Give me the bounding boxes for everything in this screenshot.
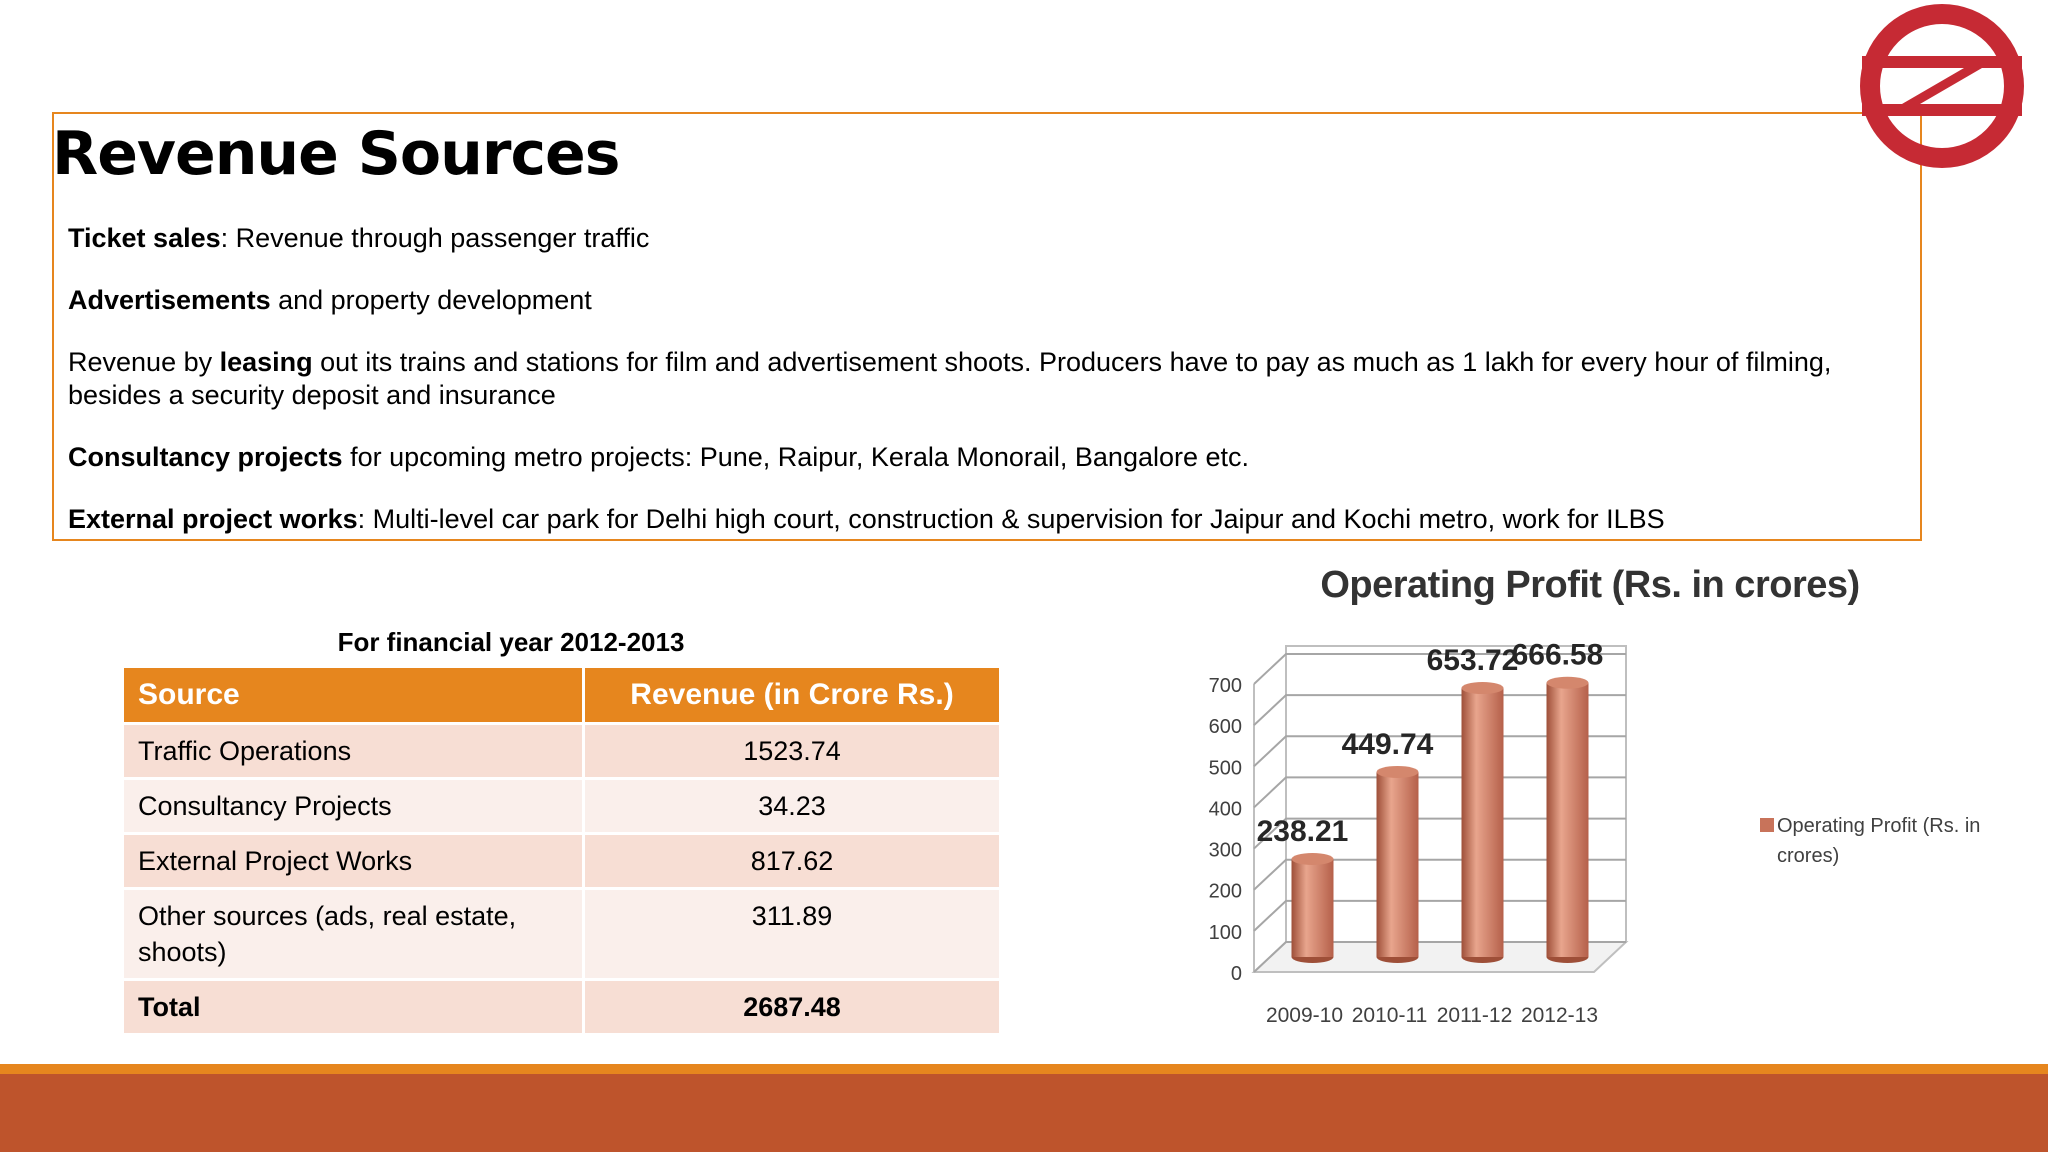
y-tick-label: 100 [1208, 921, 1242, 944]
cell-revenue: 1523.74 [584, 724, 1000, 779]
bullet-text: Revenue by [68, 347, 220, 377]
cell-total-value: 2687.48 [584, 980, 1000, 1034]
table-row [124, 779, 999, 834]
x-tick-label: 2011-12 [1436, 1004, 1513, 1027]
bullet-external-works [68, 503, 1868, 536]
bar [1292, 859, 1334, 957]
y-tick-label: 400 [1208, 798, 1242, 821]
header-revenue: Revenue (in Crore Rs.) [584, 668, 1000, 724]
page-title: Revenue Sources [52, 119, 620, 189]
y-tick-label: 700 [1208, 675, 1242, 697]
revenue-table [124, 668, 999, 1033]
table-caption: For financial year 2012-2013 [337, 627, 685, 657]
cell-source: Traffic Operations [124, 724, 584, 779]
cell-source: Consultancy Projects [124, 779, 584, 834]
chart-title: Operating Profit (Rs. in crores) [1320, 564, 1860, 606]
bullet-text: : Multi-level car park for Delhi high court, construction & supervision for Jaipur and Kochi metro, work for ILBS [357, 504, 1665, 534]
bullet-bold: leasing [219, 347, 313, 377]
y-tick-label: 200 [1208, 880, 1242, 903]
bar [1547, 683, 1589, 957]
bullet-ticket-sales [68, 222, 1868, 255]
data-label: 449.74 [1341, 727, 1434, 761]
cell-revenue: 34.23 [584, 779, 1000, 834]
metro-logo-icon [1856, 0, 2028, 172]
table-total-row [124, 980, 999, 1034]
legend-label: Operating Profit (Rs. in crores) [1777, 815, 1981, 867]
footer-bar [0, 1074, 2048, 1152]
data-label: 653.72 [1426, 644, 1519, 678]
bar [1462, 688, 1504, 957]
header-source: Source [124, 668, 584, 724]
x-tick-label: 2009-10 [1265, 1004, 1344, 1027]
bar-top [1462, 682, 1504, 694]
y-tick-label: 0 [1230, 963, 1242, 985]
data-label: 238.21 [1256, 814, 1349, 848]
bullet-bold: Consultancy projects [68, 442, 343, 472]
x-tick-label: 2012-13 [1520, 1004, 1599, 1027]
bullet-text: for upcoming metro projects: Pune, Raipur, Kerala Monorail, Bangalore etc. [342, 442, 1250, 472]
cell-total-label: Total [124, 980, 584, 1034]
table-row [124, 889, 999, 980]
bullet-text: : Revenue through passenger traffic [220, 223, 650, 253]
cell-source: External Project Works [124, 834, 584, 889]
bullet-text: besides a security deposit and insurance [68, 380, 556, 410]
bullet-bold: Ticket sales [68, 223, 221, 253]
operating-profit-chart [1180, 620, 2000, 1040]
cell-source: Other sources (ads, real estate, shoots) [124, 889, 584, 980]
y-tick-label: 300 [1208, 839, 1242, 862]
table-header-row [124, 668, 999, 724]
y-tick-label: 500 [1208, 757, 1242, 780]
x-tick-label: 2010-11 [1351, 1004, 1428, 1027]
bullet-advertisements [68, 284, 1868, 317]
bar-top [1547, 677, 1589, 689]
bar-top [1377, 766, 1419, 778]
bullet-leasing [68, 346, 1868, 412]
bar [1377, 772, 1419, 957]
bullet-consultancy [68, 441, 1868, 474]
bullet-bold: Advertisements [68, 285, 271, 315]
bullet-text: and property development [270, 285, 592, 315]
cell-revenue: 311.89 [584, 889, 1000, 980]
bar-top [1292, 853, 1334, 865]
data-label: 666.58 [1511, 638, 1604, 672]
footer-accent-bar [0, 1064, 2048, 1074]
table-row [124, 724, 999, 779]
cell-revenue: 817.62 [584, 834, 1000, 889]
legend-swatch [1760, 818, 1774, 832]
bullet-text: out its trains and stations for film and advertisement shoots. Producers have to pay as much as 1 lakh for every hour of filming, [312, 347, 1832, 377]
table-row [124, 834, 999, 889]
bullet-bold: External project works [68, 504, 358, 534]
y-tick-label: 600 [1208, 716, 1242, 739]
